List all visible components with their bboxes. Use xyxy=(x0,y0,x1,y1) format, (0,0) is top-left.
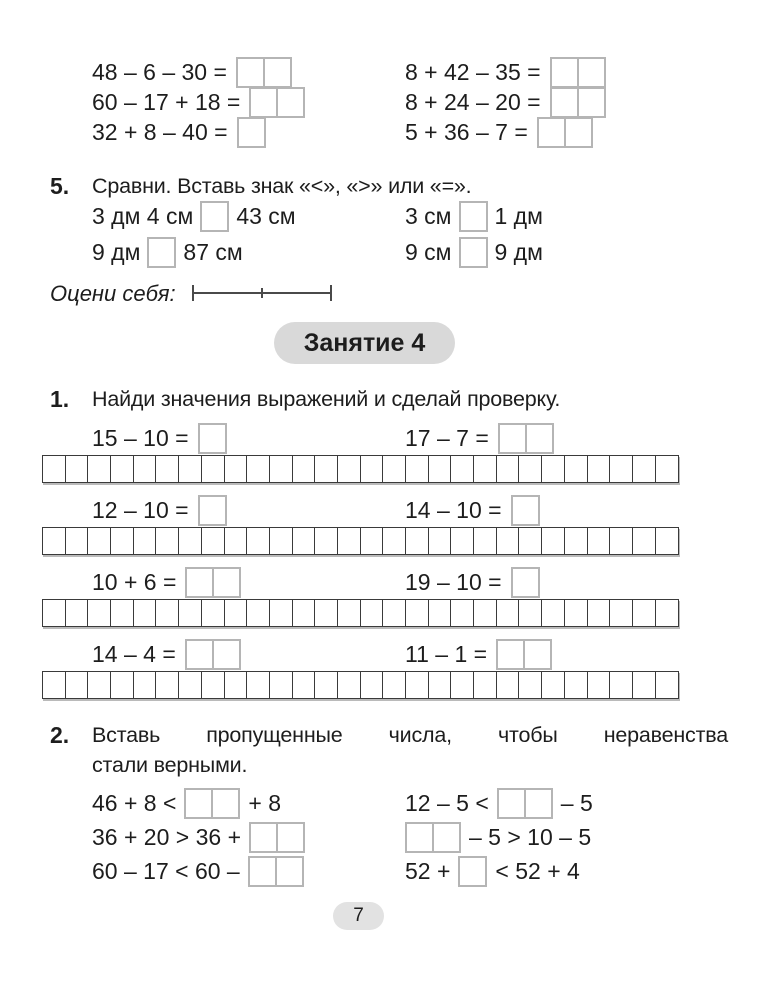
answer-box[interactable] xyxy=(198,423,227,454)
answer-box[interactable] xyxy=(564,117,593,148)
equation-right xyxy=(405,639,552,670)
answer-boxes xyxy=(405,822,461,853)
answer-boxes xyxy=(236,57,292,88)
equation-check-row xyxy=(42,567,679,598)
equation-row xyxy=(92,57,305,87)
task5-comparison-rows xyxy=(0,200,768,272)
answer-box[interactable] xyxy=(263,57,292,88)
answer-boxes xyxy=(550,87,606,118)
strip-cell[interactable] xyxy=(133,527,157,555)
strip-cell[interactable] xyxy=(450,671,474,699)
answer-box[interactable] xyxy=(405,822,434,853)
strip-cell[interactable] xyxy=(473,455,497,483)
answer-box[interactable] xyxy=(537,117,566,148)
strip-cell[interactable] xyxy=(201,599,225,627)
answer-box[interactable] xyxy=(249,822,278,853)
comparison-before: 9 см xyxy=(405,239,452,265)
answer-box[interactable] xyxy=(511,567,540,598)
page-number-badge xyxy=(333,902,384,930)
strip-cell[interactable] xyxy=(587,671,611,699)
strip-cell[interactable] xyxy=(155,599,179,627)
answer-boxes xyxy=(185,567,241,598)
equation-row xyxy=(92,117,305,147)
answer-box[interactable] xyxy=(185,567,214,598)
strip-cell[interactable] xyxy=(564,527,588,555)
page-number: 7 xyxy=(353,905,364,926)
comparison-after: 87 см xyxy=(183,239,243,265)
answer-box[interactable] xyxy=(498,423,527,454)
strip-cell[interactable] xyxy=(360,527,384,555)
inequality-cell xyxy=(405,856,580,886)
equation-text: 10 + 6 = xyxy=(92,569,177,595)
inequality-after: – 5 > 10 – 5 xyxy=(469,823,592,850)
strip-cell[interactable] xyxy=(564,599,588,627)
strip-cell[interactable] xyxy=(405,455,429,483)
strip-cell[interactable] xyxy=(609,527,633,555)
strip-cell[interactable] xyxy=(655,527,679,555)
strip-cell[interactable] xyxy=(133,599,157,627)
task2-number: 2. xyxy=(50,722,70,748)
task1-work-area xyxy=(42,423,679,711)
equation-text: 15 – 10 = xyxy=(92,425,189,451)
comparison-after: 1 дм xyxy=(494,203,543,229)
answer-boxes xyxy=(249,87,305,118)
answer-box[interactable] xyxy=(249,87,278,118)
comparison-row xyxy=(0,200,768,233)
answer-box[interactable] xyxy=(525,423,554,454)
answer-boxes xyxy=(185,639,241,670)
strip-cell[interactable] xyxy=(155,527,179,555)
answer-strip[interactable] xyxy=(42,671,679,699)
strip-cell[interactable] xyxy=(496,671,520,699)
answer-box[interactable] xyxy=(236,57,265,88)
answer-boxes xyxy=(498,423,554,454)
strip-cell[interactable] xyxy=(496,527,520,555)
strip-cell[interactable] xyxy=(541,455,565,483)
equation-text: 14 – 10 = xyxy=(405,497,502,523)
equation-right xyxy=(405,567,540,598)
strip-cell[interactable] xyxy=(42,527,66,555)
equation-left xyxy=(92,495,227,526)
answer-strip[interactable] xyxy=(42,455,679,483)
task1-number: 1. xyxy=(50,386,70,412)
answer-box[interactable] xyxy=(147,237,176,268)
strip-cell[interactable] xyxy=(178,599,202,627)
strip-cell[interactable] xyxy=(246,671,270,699)
strip-cell[interactable] xyxy=(382,671,406,699)
strip-cell[interactable] xyxy=(632,455,656,483)
strip-cell[interactable] xyxy=(518,455,542,483)
strip-cell[interactable] xyxy=(110,455,134,483)
lesson-header-pill xyxy=(274,322,455,364)
answer-boxes xyxy=(147,237,176,268)
answer-boxes xyxy=(198,423,227,454)
strip-cell[interactable] xyxy=(609,455,633,483)
strip-cell[interactable] xyxy=(587,455,611,483)
strip-cell[interactable] xyxy=(201,671,225,699)
comparison-cell xyxy=(405,200,543,233)
inequality-cell xyxy=(405,788,593,818)
strip-cell[interactable] xyxy=(405,527,429,555)
equation-text: 60 – 17 + 18 = xyxy=(92,88,241,115)
comparison-after: 9 дм xyxy=(494,239,543,265)
answer-box[interactable] xyxy=(550,57,579,88)
inequality-before: 12 – 5 < xyxy=(405,789,489,816)
strip-cell[interactable] xyxy=(314,455,338,483)
strip-cell[interactable] xyxy=(518,671,542,699)
strip-cell[interactable] xyxy=(655,671,679,699)
equation-left xyxy=(92,639,241,670)
strip-cell[interactable] xyxy=(587,527,611,555)
strip-cell[interactable] xyxy=(360,455,384,483)
answer-box[interactable] xyxy=(511,495,540,526)
inequality-before: 52 + xyxy=(405,857,451,884)
answer-box[interactable] xyxy=(459,201,488,232)
strip-cell[interactable] xyxy=(42,455,66,483)
answer-boxes xyxy=(511,495,540,526)
strip-cell[interactable] xyxy=(632,671,656,699)
strip-cell[interactable] xyxy=(609,671,633,699)
strip-cell[interactable] xyxy=(496,599,520,627)
strip-cell[interactable] xyxy=(382,599,406,627)
answer-box[interactable] xyxy=(212,567,241,598)
comparison-cell xyxy=(92,236,243,269)
strip-cell[interactable] xyxy=(224,599,248,627)
answer-boxes xyxy=(198,495,227,526)
equation-check-row xyxy=(42,423,679,454)
comparison-before: 9 дм xyxy=(92,239,141,265)
strip-cell[interactable] xyxy=(314,527,338,555)
strip-cell[interactable] xyxy=(337,599,361,627)
strip-cell[interactable] xyxy=(337,455,361,483)
strip-cell[interactable] xyxy=(65,671,89,699)
answer-boxes xyxy=(511,567,540,598)
strip-cell[interactable] xyxy=(224,455,248,483)
answer-boxes xyxy=(459,201,488,232)
strip-cell[interactable] xyxy=(201,527,225,555)
strip-cell[interactable] xyxy=(337,671,361,699)
strip-cell[interactable] xyxy=(314,599,338,627)
equation-text: 8 + 24 – 20 = xyxy=(405,88,541,115)
strip-cell[interactable] xyxy=(201,455,225,483)
strip-cell[interactable] xyxy=(337,527,361,555)
strip-cell[interactable] xyxy=(496,455,520,483)
strip-cell[interactable] xyxy=(292,671,316,699)
strip-cell[interactable] xyxy=(269,455,293,483)
comparison-before: 3 см xyxy=(405,203,452,229)
task2-title-line1: Вставь пропущенные числа, чтобы неравенства xyxy=(92,723,728,747)
strip-cell[interactable] xyxy=(269,527,293,555)
strip-cell[interactable] xyxy=(246,455,270,483)
equation-text: 19 – 10 = xyxy=(405,569,502,595)
strip-cell[interactable] xyxy=(87,527,111,555)
equation-text: 14 – 4 = xyxy=(92,641,176,667)
strip-cell[interactable] xyxy=(564,671,588,699)
inequality-after: – 5 xyxy=(560,789,593,816)
comparison-after: 43 см xyxy=(236,203,296,229)
answer-boxes xyxy=(184,788,240,819)
strip-cell[interactable] xyxy=(655,455,679,483)
strip-cell[interactable] xyxy=(269,671,293,699)
answer-box[interactable] xyxy=(577,87,606,118)
strip-cell[interactable] xyxy=(292,599,316,627)
strip-cell[interactable] xyxy=(65,599,89,627)
strip-cell[interactable] xyxy=(269,599,293,627)
top-equations-right-column xyxy=(405,57,606,147)
strip-cell[interactable] xyxy=(178,671,202,699)
strip-cell[interactable] xyxy=(65,527,89,555)
answer-box[interactable] xyxy=(550,87,579,118)
strip-cell[interactable] xyxy=(382,527,406,555)
answer-boxes xyxy=(550,57,606,88)
strip-cell[interactable] xyxy=(382,455,406,483)
inequality-cell xyxy=(405,822,591,852)
answer-boxes xyxy=(249,822,305,853)
inequality-row xyxy=(0,788,768,818)
answer-boxes xyxy=(237,117,266,148)
task1-title: Найди значения выражений и сделай проверку. xyxy=(92,387,561,411)
strip-cell[interactable] xyxy=(450,599,474,627)
inequality-cell xyxy=(92,822,305,852)
answer-boxes xyxy=(496,639,552,670)
inequality-row xyxy=(0,822,768,852)
equation-text: 17 – 7 = xyxy=(405,425,489,451)
equation-text: 11 – 1 = xyxy=(405,641,488,667)
strip-cell[interactable] xyxy=(450,527,474,555)
answer-boxes xyxy=(497,788,553,819)
equation-row xyxy=(92,87,305,117)
strip-cell[interactable] xyxy=(473,599,497,627)
answer-box[interactable] xyxy=(275,856,304,887)
strip-cell[interactable] xyxy=(314,671,338,699)
answer-box[interactable] xyxy=(497,788,526,819)
scale-tick-middle xyxy=(261,288,263,298)
strip-cell[interactable] xyxy=(292,455,316,483)
strip-cell[interactable] xyxy=(110,671,134,699)
lesson-title: Занятие 4 xyxy=(303,328,426,357)
equation-row xyxy=(405,117,606,147)
strip-cell[interactable] xyxy=(87,455,111,483)
equation-text: 5 + 36 – 7 = xyxy=(405,118,528,145)
task2-title-line2: стали верными. xyxy=(92,753,248,777)
answer-box[interactable] xyxy=(184,788,213,819)
answer-box[interactable] xyxy=(496,639,525,670)
inequality-row xyxy=(0,856,768,886)
inequality-before: 60 – 17 < 60 – xyxy=(92,857,240,884)
top-equations-left-column xyxy=(92,57,305,147)
strip-cell[interactable] xyxy=(224,671,248,699)
inequality-after: + 8 xyxy=(248,789,282,816)
strip-cell[interactable] xyxy=(65,455,89,483)
equation-left xyxy=(92,423,227,454)
strip-cell[interactable] xyxy=(632,527,656,555)
equation-text: 32 + 8 – 40 = xyxy=(92,118,228,145)
task2-inequality-rows xyxy=(0,788,768,890)
strip-cell[interactable] xyxy=(518,527,542,555)
strip-cell[interactable] xyxy=(655,599,679,627)
inequality-before: 46 + 8 < xyxy=(92,789,177,816)
equation-check-row xyxy=(42,495,679,526)
strip-cell[interactable] xyxy=(564,455,588,483)
answer-box[interactable] xyxy=(459,237,488,268)
inequality-before: 36 + 20 > 36 + xyxy=(92,823,241,850)
strip-cell[interactable] xyxy=(450,455,474,483)
equation-right xyxy=(405,495,540,526)
strip-cell[interactable] xyxy=(246,527,270,555)
answer-box[interactable] xyxy=(211,788,240,819)
answer-box[interactable] xyxy=(276,822,305,853)
strip-cell[interactable] xyxy=(133,455,157,483)
task5-title: Сравни. Вставь знак «<», «>» или «=». xyxy=(92,174,472,198)
answer-box[interactable] xyxy=(523,639,552,670)
strip-cell[interactable] xyxy=(133,671,157,699)
strip-cell[interactable] xyxy=(87,671,111,699)
strip-cell[interactable] xyxy=(428,527,452,555)
answer-box[interactable] xyxy=(248,856,277,887)
answer-boxes xyxy=(248,856,304,887)
strip-cell[interactable] xyxy=(473,671,497,699)
answer-box[interactable] xyxy=(458,856,487,887)
strip-cell[interactable] xyxy=(178,455,202,483)
strip-cell[interactable] xyxy=(405,671,429,699)
self-assessment-scale[interactable] xyxy=(192,284,332,302)
equation-text: 12 – 10 = xyxy=(92,497,189,523)
strip-cell[interactable] xyxy=(360,671,384,699)
strip-cell[interactable] xyxy=(110,599,134,627)
comparison-before: 3 дм 4 см xyxy=(92,203,194,229)
self-assessment-label: Оцени себя: xyxy=(50,281,176,306)
answer-box[interactable] xyxy=(432,822,461,853)
strip-cell[interactable] xyxy=(405,599,429,627)
strip-cell[interactable] xyxy=(42,599,66,627)
task5-number: 5. xyxy=(50,173,70,199)
strip-cell[interactable] xyxy=(609,599,633,627)
strip-cell[interactable] xyxy=(360,599,384,627)
answer-box[interactable] xyxy=(185,639,214,670)
scale-tick-end xyxy=(330,285,332,301)
strip-cell[interactable] xyxy=(224,527,248,555)
equation-row xyxy=(405,87,606,117)
strip-cell[interactable] xyxy=(541,671,565,699)
strip-cell[interactable] xyxy=(155,455,179,483)
comparison-row xyxy=(0,236,768,269)
equation-check-row xyxy=(42,639,679,670)
strip-cell[interactable] xyxy=(246,599,270,627)
strip-cell[interactable] xyxy=(428,671,452,699)
strip-cell[interactable] xyxy=(178,527,202,555)
inequality-after: < 52 + 4 xyxy=(495,857,580,884)
strip-cell[interactable] xyxy=(292,527,316,555)
equation-row xyxy=(405,57,606,87)
answer-box[interactable] xyxy=(198,495,227,526)
answer-boxes xyxy=(200,201,229,232)
strip-cell[interactable] xyxy=(155,671,179,699)
inequality-cell xyxy=(92,788,281,818)
strip-cell[interactable] xyxy=(541,599,565,627)
equation-text: 48 – 6 – 30 = xyxy=(92,58,227,85)
answer-strip[interactable] xyxy=(42,599,679,627)
equation-right xyxy=(405,423,554,454)
answer-strip[interactable] xyxy=(42,527,679,555)
strip-cell[interactable] xyxy=(42,671,66,699)
answer-box[interactable] xyxy=(237,117,266,148)
strip-cell[interactable] xyxy=(87,599,111,627)
equation-text: 8 + 42 – 35 = xyxy=(405,58,541,85)
answer-boxes xyxy=(459,237,488,268)
strip-cell[interactable] xyxy=(428,455,452,483)
strip-cell[interactable] xyxy=(110,527,134,555)
strip-cell[interactable] xyxy=(518,599,542,627)
answer-box[interactable] xyxy=(276,87,305,118)
strip-cell[interactable] xyxy=(541,527,565,555)
strip-cell[interactable] xyxy=(632,599,656,627)
answer-box[interactable] xyxy=(577,57,606,88)
inequality-cell xyxy=(92,856,304,886)
strip-cell[interactable] xyxy=(473,527,497,555)
answer-boxes xyxy=(458,856,487,887)
answer-box[interactable] xyxy=(524,788,553,819)
answer-box[interactable] xyxy=(212,639,241,670)
comparison-cell xyxy=(92,200,296,233)
comparison-cell xyxy=(405,236,543,269)
strip-cell[interactable] xyxy=(428,599,452,627)
scale-tick-start xyxy=(192,285,194,301)
answer-box[interactable] xyxy=(200,201,229,232)
equation-left xyxy=(92,567,241,598)
strip-cell[interactable] xyxy=(587,599,611,627)
answer-boxes xyxy=(537,117,593,148)
